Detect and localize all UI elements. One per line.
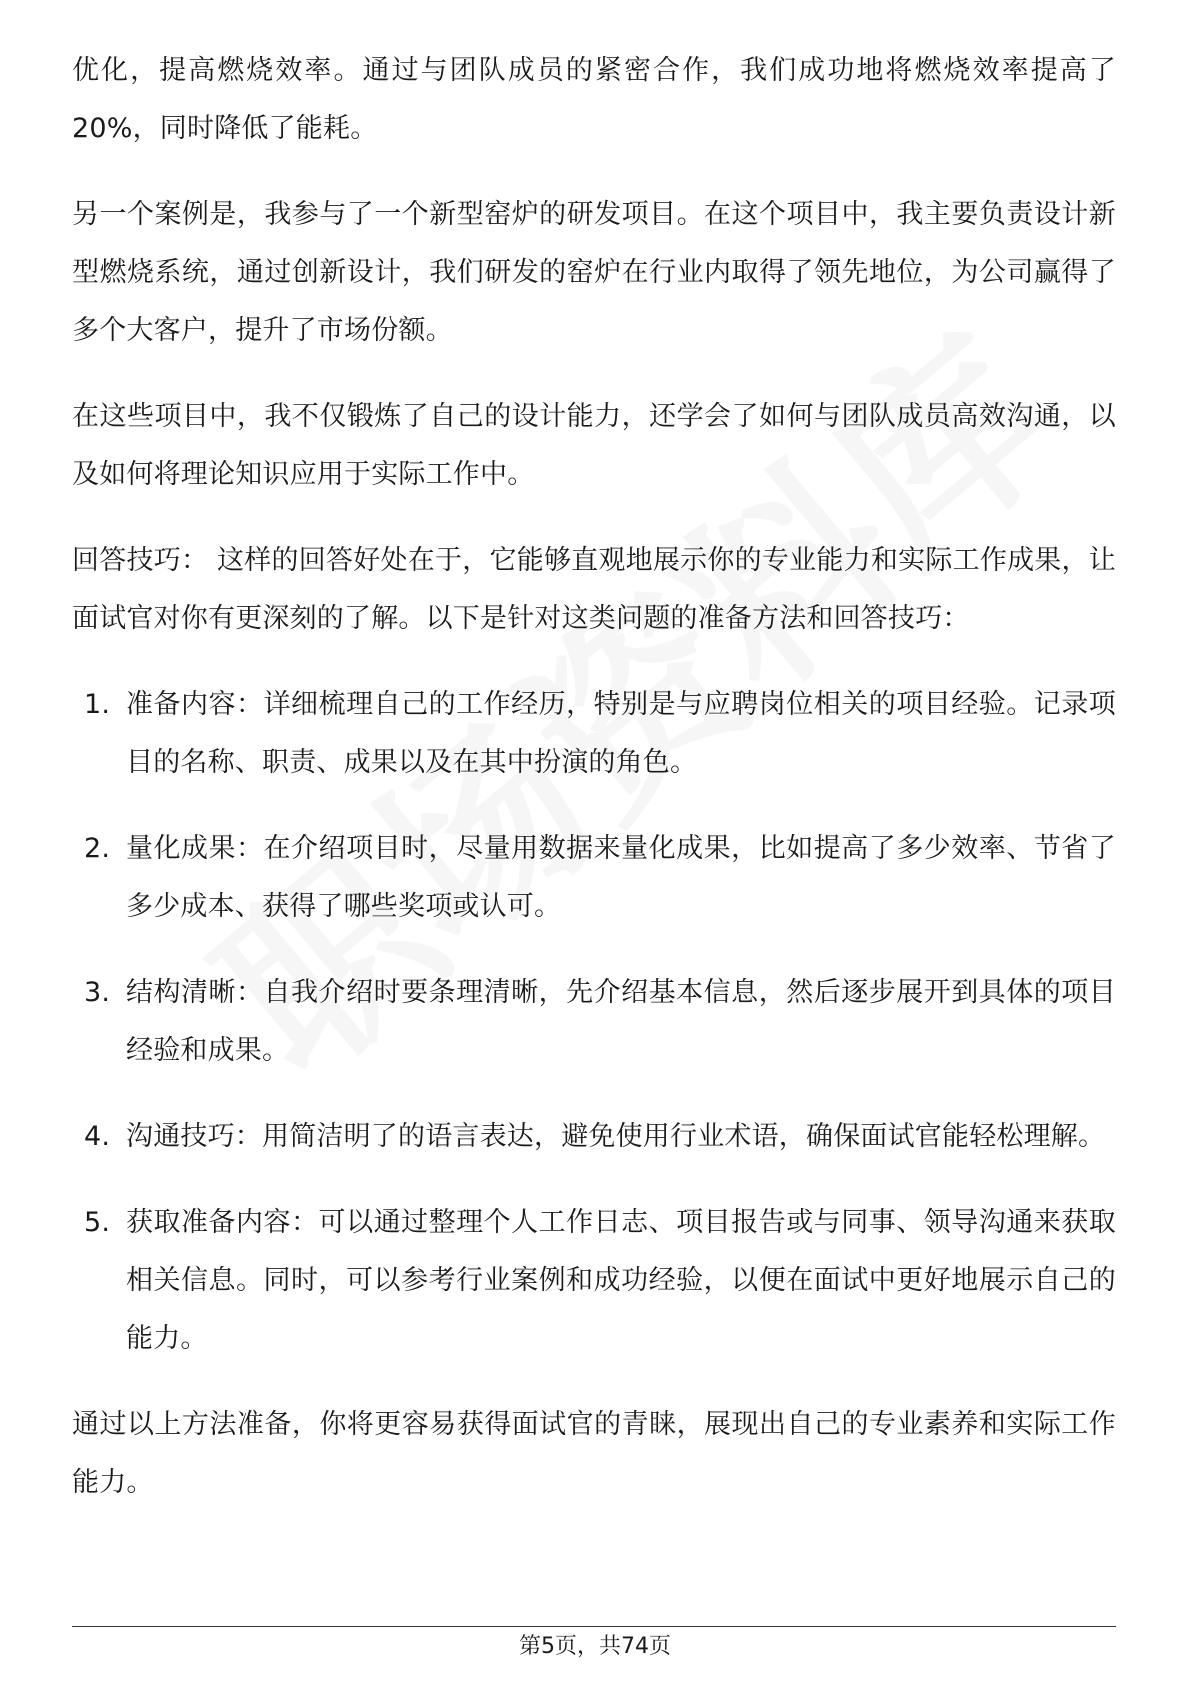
list-item [72,676,1116,792]
paragraph-kiln-project: 另一个案例是，我参与了一个新型窑炉的研发项目。在这个项目中，我主要负责设计新型燃烧系统，通过创新设计，我们研发的窑炉在行业内取得了领先地位，为公司赢得了多个大客户，提升了市场份额。 [72,199,1116,346]
list-item-text: 结构清晰：自我介绍时要条理清晰，先介绍基本信息，然后逐步展开到具体的项目经验和成果。 [126,977,1116,1066]
list-item-text: 获取准备内容：可以通过整理个人工作日志、项目报告或与同事、领导沟通来获取相关信息。同时，可以参考行业案例和成功经验，以便在面试中更好地展示自己的能力。 [126,1207,1116,1354]
list-number: 2. [84,833,111,864]
list-item [72,820,1116,936]
paragraph-answer-tips: 回答技巧： 这样的回答好处在于，它能够直观地展示你的专业能力和实际工作成果，让面试官对你有更深刻的了解。以下是针对这类问题的准备方法和回答技巧： [72,545,1116,634]
paragraph-conclusion: 通过以上方法准备，你将更容易获得面试官的青睐，展现出自己的专业素养和实际工作能力。 [72,1409,1116,1498]
list-item [72,1194,1116,1368]
list-item [72,964,1116,1080]
paragraph-project-learnings: 在这些项目中，我不仅锻炼了自己的设计能力，还学会了如何与团队成员高效沟通，以及如何将理论知识应用于实际工作中。 [72,401,1116,490]
footer-divider [72,1626,1116,1627]
list-item-text: 量化成果：在介绍项目时，尽量用数据来量化成果，比如提高了多少效率、节省了多少成本、获得了哪些奖项或认可。 [126,833,1116,922]
list-number: 4. [84,1121,111,1152]
list-number: 3. [84,977,111,1008]
page-number: 第5页，共74页 [519,1634,671,1659]
list-number: 5. [84,1207,111,1238]
tips-list [72,676,1116,1368]
list-item-text: 沟通技巧：用简洁明了的语言表达，避免使用行业术语，确保面试官能轻松理解。 [126,1121,1106,1152]
list-item-text: 准备内容：详细梳理自己的工作经历，特别是与应聘岗位相关的项目经验。记录项目的名称、职责、成果以及在其中扮演的角色。 [126,689,1116,778]
paragraph-efficiency-result: 优化，提高燃烧效率。通过与团队成员的紧密合作，我们成功地将燃烧效率提高了20%，同时降低了能耗。 [72,55,1116,144]
list-item [72,1108,1116,1166]
list-number: 1. [84,689,111,720]
document-body [72,42,1116,1540]
